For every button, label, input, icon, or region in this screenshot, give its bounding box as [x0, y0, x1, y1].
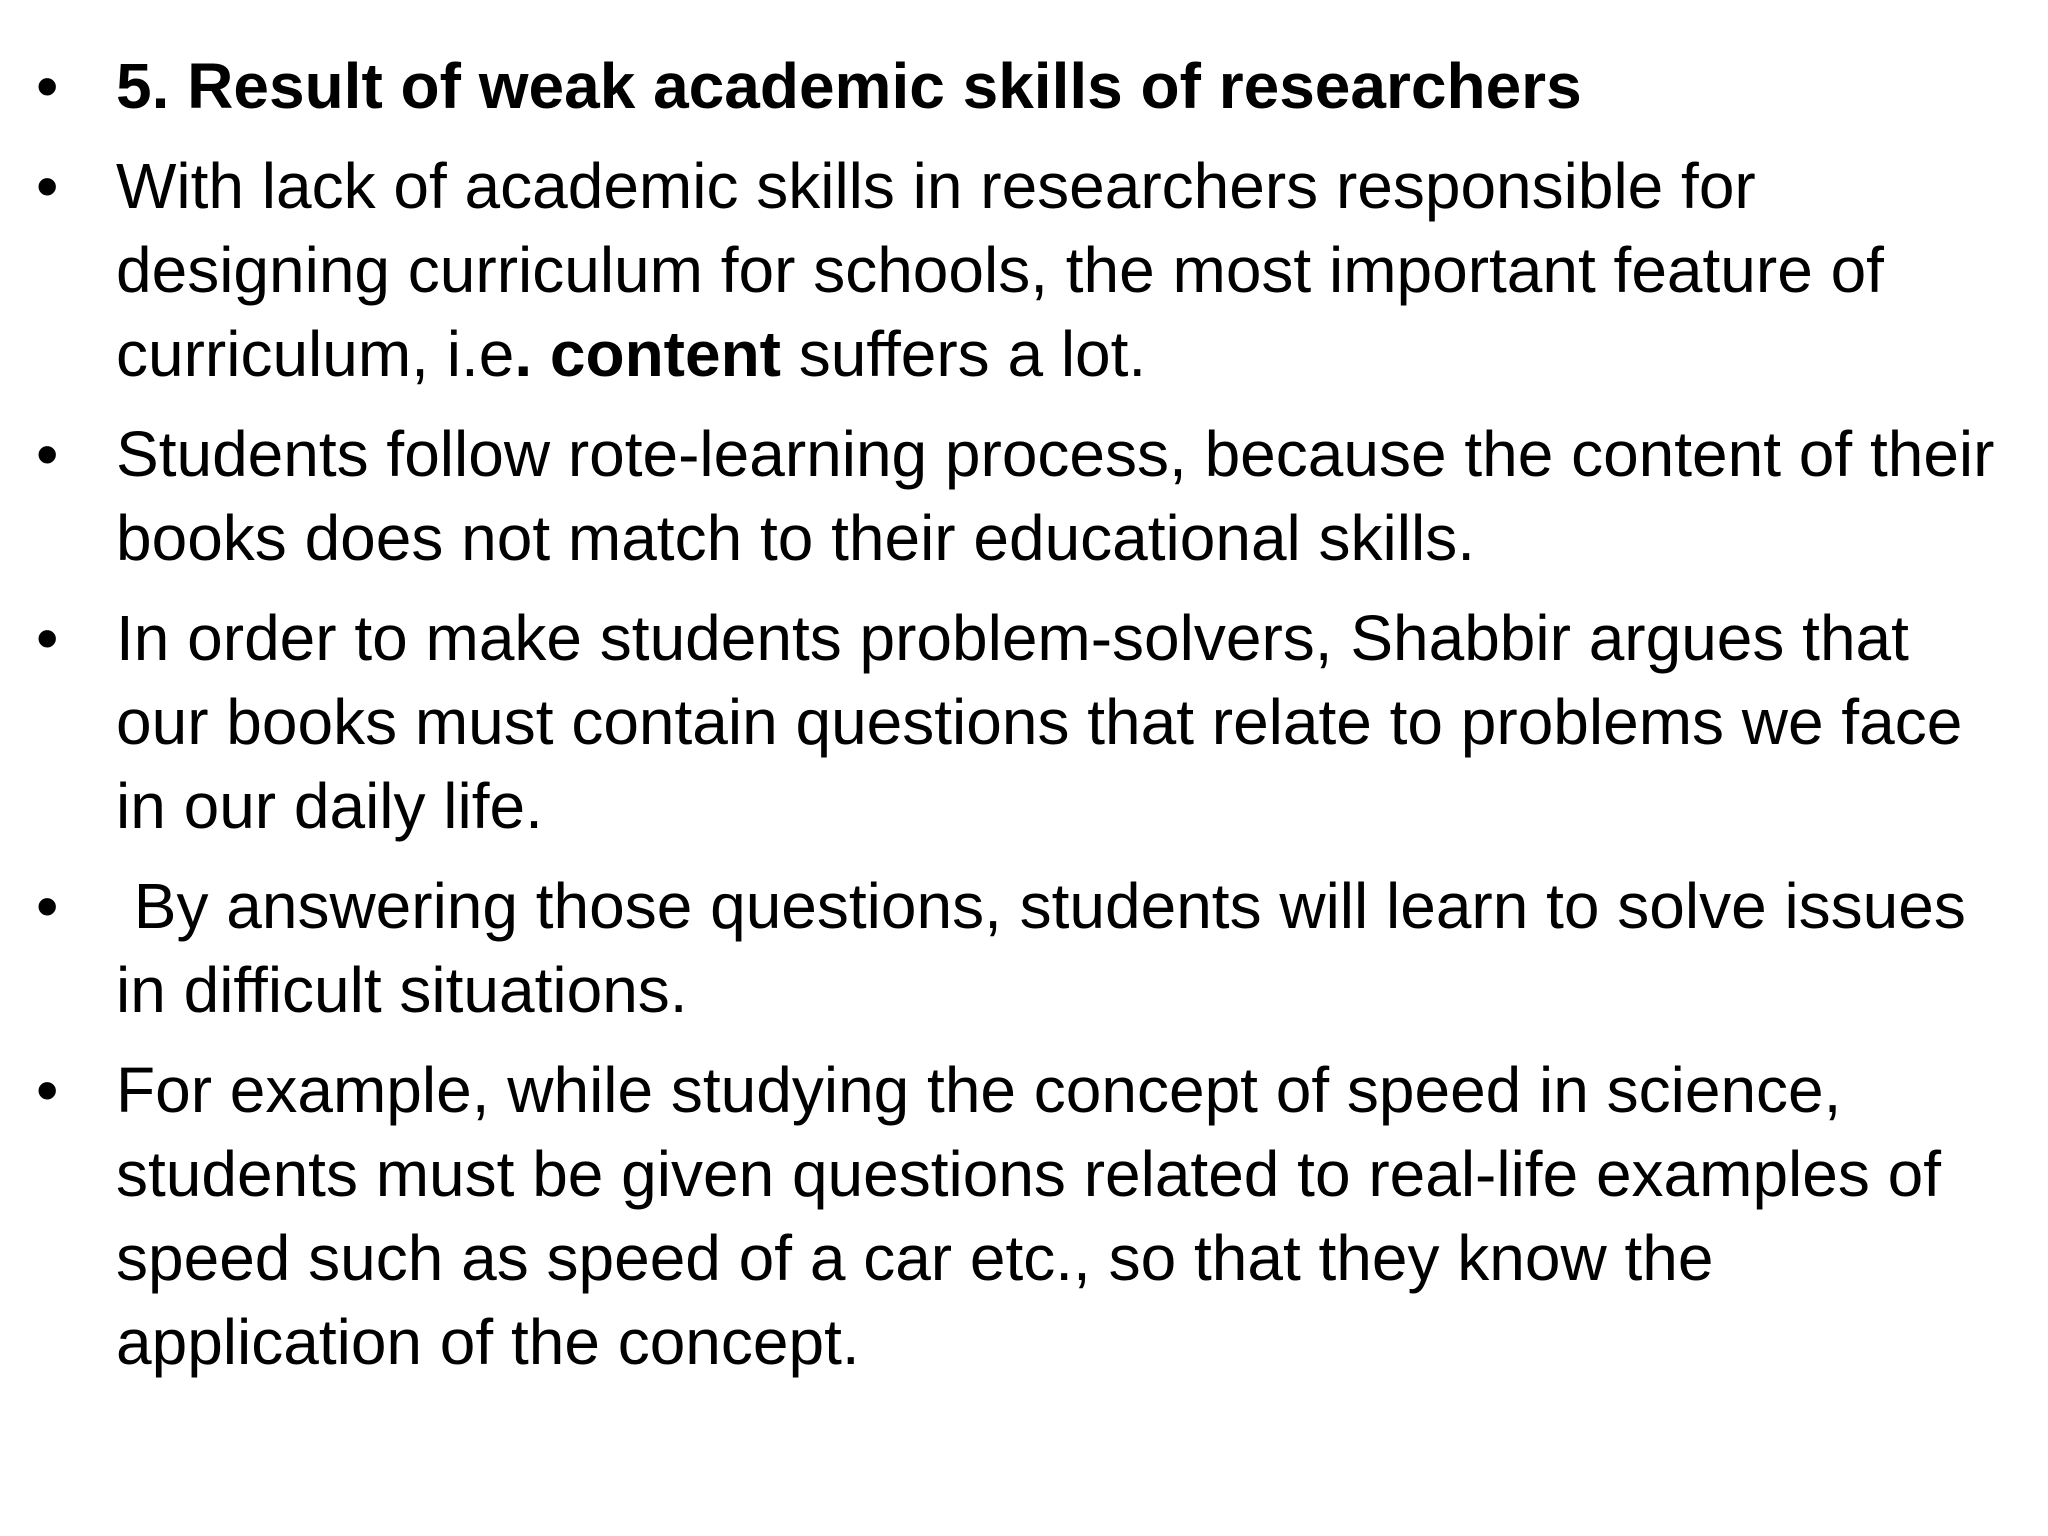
bullet-item-answering [36, 864, 1996, 1032]
bullet-item-example [36, 1048, 1996, 1384]
bullet-icon: • [36, 1054, 59, 1126]
bullet-item-rote-learning [36, 412, 1996, 580]
bullet-icon: • [36, 870, 59, 942]
bullet-icon: • [36, 50, 59, 122]
bullet-text: In order to make students problem-solvers, Shabbir argues that our books must contain questions that relate to problems we face in our daily life. [116, 602, 1963, 842]
bullet-icon: • [36, 602, 59, 674]
bullet-text: By answering those questions, students will learn to solve issues in difficult situations. [116, 870, 1984, 1026]
bullet-item-content [36, 144, 1996, 396]
bullet-text: Students follow rote-learning process, because the content of their books does not match to their educational skills. [116, 418, 1995, 574]
bullet-item-problem-solvers [36, 596, 1996, 848]
bullet-icon: • [36, 150, 59, 222]
bullet-list [36, 44, 1996, 1400]
bullet-text: With lack of academic skills in researchers responsible for designing curriculum for schools, the most important feature of curriculum, i.e [116, 150, 1884, 390]
heading-text: 5. Result of weak academic skills of researchers [116, 50, 1582, 122]
bullet-text-emphasis: . content [514, 318, 781, 390]
bullet-text: For example, while studying the concept of speed in science, students must be given questions related to real-life examples of speed such as speed of a car etc., so that they know the application of the concept. [116, 1054, 1941, 1378]
bullet-icon: • [36, 418, 59, 490]
bullet-item-heading [36, 44, 1996, 128]
bullet-text: suffers a lot. [780, 318, 1147, 390]
